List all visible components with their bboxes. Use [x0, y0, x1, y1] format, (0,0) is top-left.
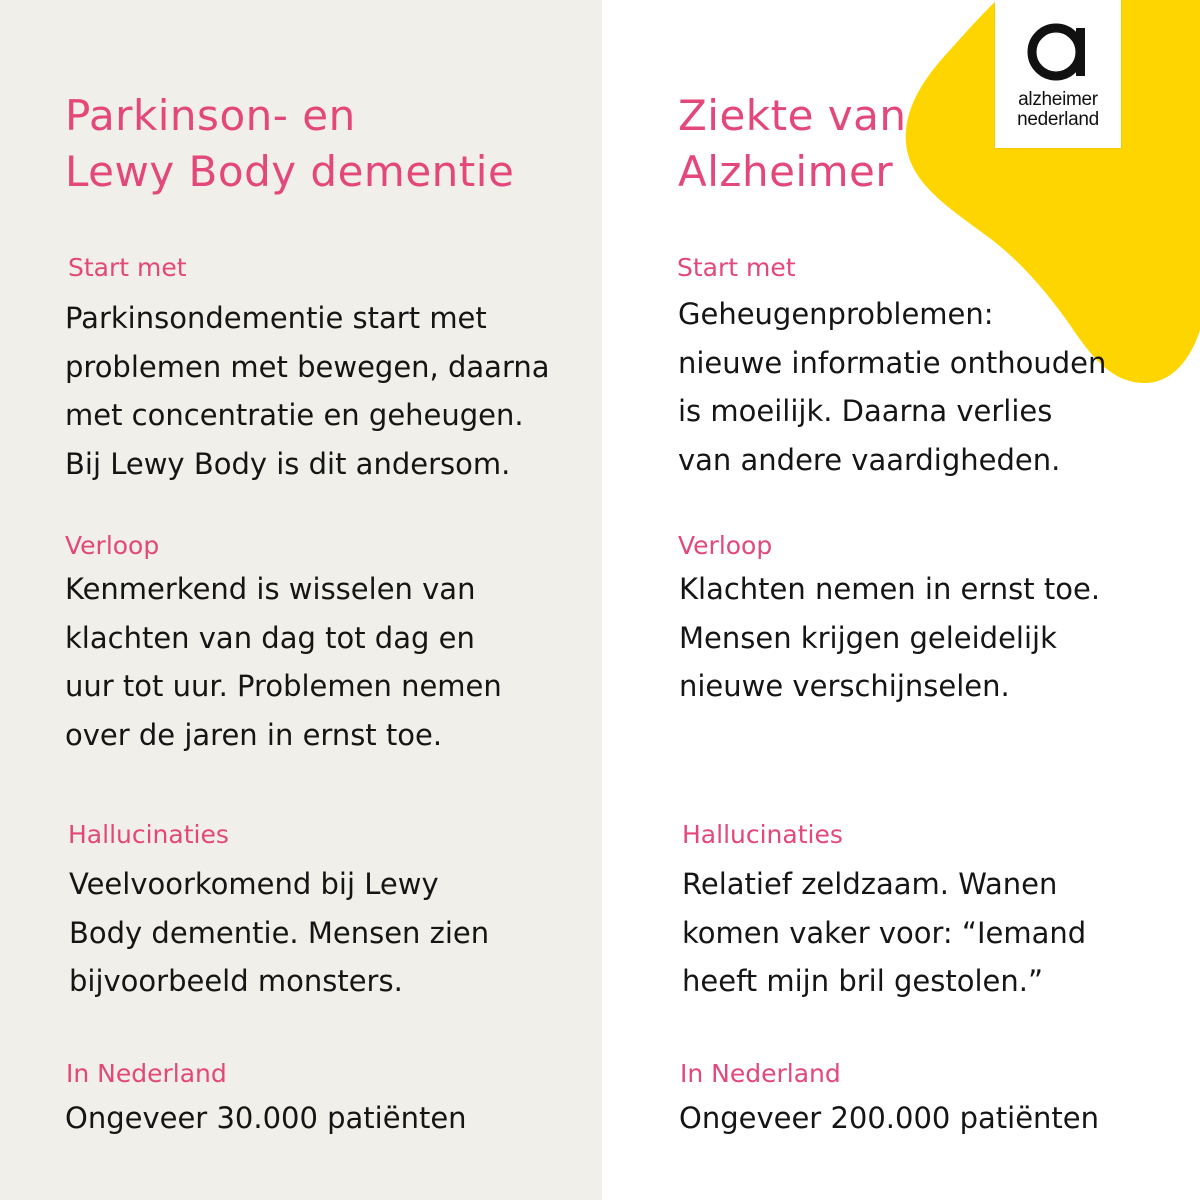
left-verloop-label: Verloop	[65, 531, 160, 560]
text-line: problemen met bewegen, daarna	[65, 349, 550, 384]
text-line: is moeilijk. Daarna verlies	[678, 394, 1053, 428]
text-line: nieuwe verschijnselen.	[679, 669, 1010, 703]
logo-wordmark	[995, 90, 1121, 130]
right-start-label: Start met	[677, 253, 796, 282]
left-start-label: Start met	[68, 253, 187, 282]
right-title-line-1: Ziekte van	[678, 91, 907, 140]
text-line: Relatief zeldzaam. Wanen	[682, 867, 1058, 901]
text-line: klachten van dag tot dag en	[65, 620, 475, 655]
text-line: Body dementie. Mensen zien	[69, 915, 490, 950]
left-hallucinaties-label: Hallucinaties	[68, 820, 229, 849]
text-line: Klachten nemen in ernst toe.	[679, 572, 1101, 606]
text-line: Geheugenproblemen:	[678, 297, 994, 331]
logo-line-1: alzheimer	[1018, 89, 1098, 110]
text-line: Ongeveer 30.000 patiënten	[65, 1101, 467, 1135]
text-line: nieuwe informatie onthouden	[678, 345, 1107, 380]
text-line: met concentratie en geheugen.	[65, 398, 524, 432]
right-hallucinaties-text	[682, 860, 1086, 1006]
text-line: heeft mijn bril gestolen.”	[682, 964, 1043, 998]
text-line: Ongeveer 200.000 patiënten	[679, 1101, 1100, 1135]
left-nederland-label: In Nederland	[66, 1059, 227, 1088]
right-hallucinaties-label: Hallucinaties	[682, 820, 843, 849]
right-nederland-text	[679, 1094, 1099, 1143]
left-verloop-text	[65, 565, 502, 759]
left-title-line-2: Lewy Body dementie	[65, 147, 515, 196]
letter-a-icon	[1024, 18, 1092, 86]
text-line: van andere vaardigheden.	[678, 442, 1061, 477]
left-start-text	[65, 294, 550, 488]
text-line: Kenmerkend is wisselen van	[65, 572, 476, 606]
left-nederland-text	[65, 1094, 467, 1143]
right-start-text	[678, 290, 1106, 484]
text-line: komen vaker voor: “Iemand	[682, 915, 1087, 950]
alzheimer-nederland-logo	[995, 0, 1121, 148]
left-title	[65, 88, 514, 200]
left-title-line-1: Parkinson- en	[65, 91, 356, 140]
text-line: Veelvoorkomend bij Lewy	[69, 867, 439, 901]
logo-line-2: nederland	[1017, 109, 1099, 130]
right-title	[678, 88, 906, 200]
left-hallucinaties-text	[69, 860, 489, 1006]
right-verloop-label: Verloop	[678, 531, 773, 560]
text-line: bijvoorbeeld monsters.	[69, 964, 403, 998]
right-verloop-text	[679, 565, 1100, 711]
right-nederland-label: In Nederland	[680, 1059, 841, 1088]
text-line: uur tot uur. Problemen nemen	[65, 669, 502, 703]
right-title-line-2: Alzheimer	[678, 147, 894, 196]
text-line: Mensen krijgen geleidelijk	[679, 620, 1057, 655]
text-line: Parkinsondementie start met	[65, 301, 487, 335]
text-line: over de jaren in ernst toe.	[65, 717, 443, 752]
text-line: Bij Lewy Body is dit andersom.	[65, 446, 511, 481]
